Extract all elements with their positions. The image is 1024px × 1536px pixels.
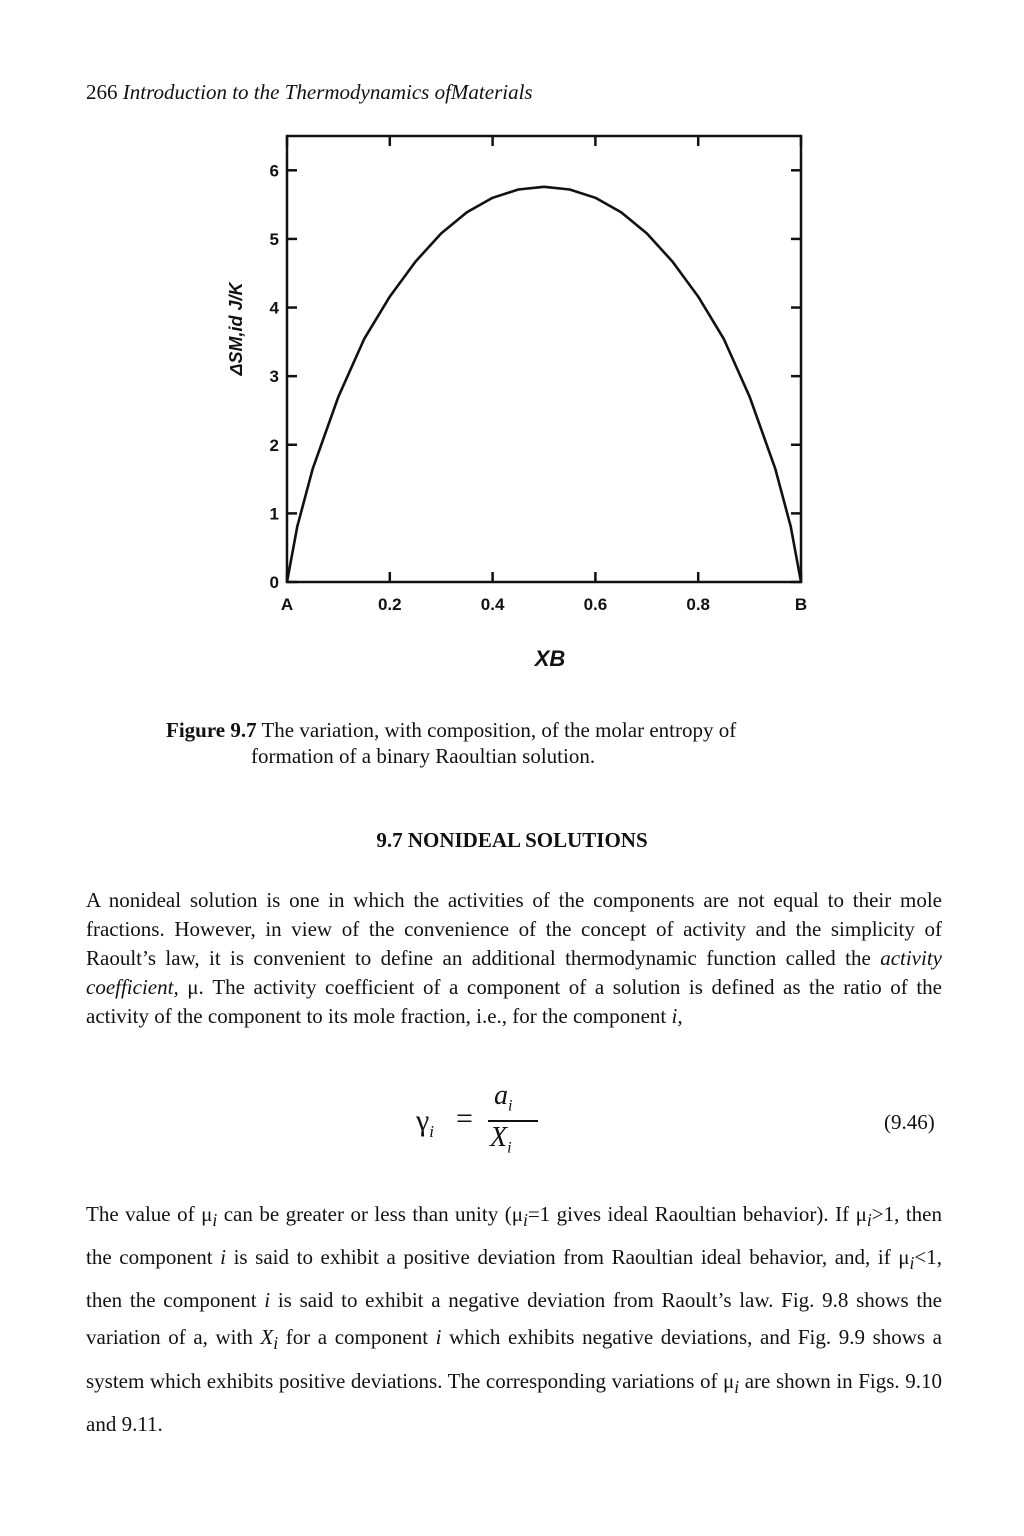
x-tick-label: A [280,595,294,614]
eq-equals: = [456,1102,473,1135]
curve-layer [287,187,801,582]
plot-frame [287,136,801,582]
x-tick-label: 0.8 [686,595,711,614]
paragraph-2: The value of $\mu_i$ can be greater or less than unity ($\mu_i=1$ gives ideal Raoultian behavior). If $\mu_i>1$, then the component i is said to exhibit a positive deviation from Raoultian ideal behavior, and, if $\mu_i<1$, then the component i is said to exhibit a negative deviation from Raoult’s law. Fig. 9.8 shows the variation of a, with $X_i$ for a component i which exhibits negative deviations, and Fig. 9.9 shows a system which exhibits positive deviations. The corresponding variations of $\mu_i$ are shown in Figs. 9.10 and 9.11. [86,1202,943,1436]
tick-labels [270,161,808,614]
x-tick-label: 0.4 [480,595,505,614]
entropy-curve [287,187,801,582]
plot-border [287,136,801,582]
equation-number: (9.46) [884,1110,935,1134]
caption-line2: formation of a binary Raoultian solution. [251,744,596,768]
eq-lhs: $\gamma_i$ [416,1104,434,1141]
caption-label: Figure 9.7 [166,718,257,742]
running-head [86,80,533,105]
y-axis-title: ΔSM,id J/K [226,282,246,376]
page-number: 266 [86,80,118,104]
x-tick-label: 0.2 [377,595,402,614]
para1-term: activity coefficient, [86,946,942,999]
y-tick-label: 3 [269,367,279,387]
para1-text-a: A nonideal solution is one in which the activities of the components are not equal to their mole fractions. However, in view of the convenience of the concept of activity and the simplicity of Raoult’s law, it is convenient to define an additional thermodynamic function called the [86,888,942,970]
axis-ticks [287,136,801,582]
eq-numerator: $a_i$ [494,1080,513,1115]
caption-line1: The variation, with composition, of the molar entropy of [256,718,737,742]
equation-9-46 [416,1080,546,1160]
y-tick-label: 6 [269,161,279,181]
book-title: Introduction to the Thermodynamics ofMaterials [122,80,533,104]
x-tick-label: 0.6 [583,595,608,614]
y-tick-label: 0 [269,573,279,592]
y-tick-label: 1 [269,504,279,524]
para1-component: i, [671,1004,683,1028]
y-tick-label: 5 [269,229,279,249]
paragraph-1 [86,886,942,1031]
x-axis-title: XB [534,646,566,671]
section-heading: 9.7 NONIDEAL SOLUTIONS [376,828,648,852]
figure-caption [166,717,846,769]
para1-text-b: μ. The activity coefficient of a component of a solution is defined as the ratio of the activity of the component to its mole fraction, i.e., for the component [86,975,942,1028]
x-tick-label: B [794,595,808,614]
eq-denominator: $X_i$ [490,1122,512,1157]
y-tick-label: 4 [269,298,279,318]
entropy-chart [0,120,1024,690]
y-tick-label: 2 [269,435,279,455]
